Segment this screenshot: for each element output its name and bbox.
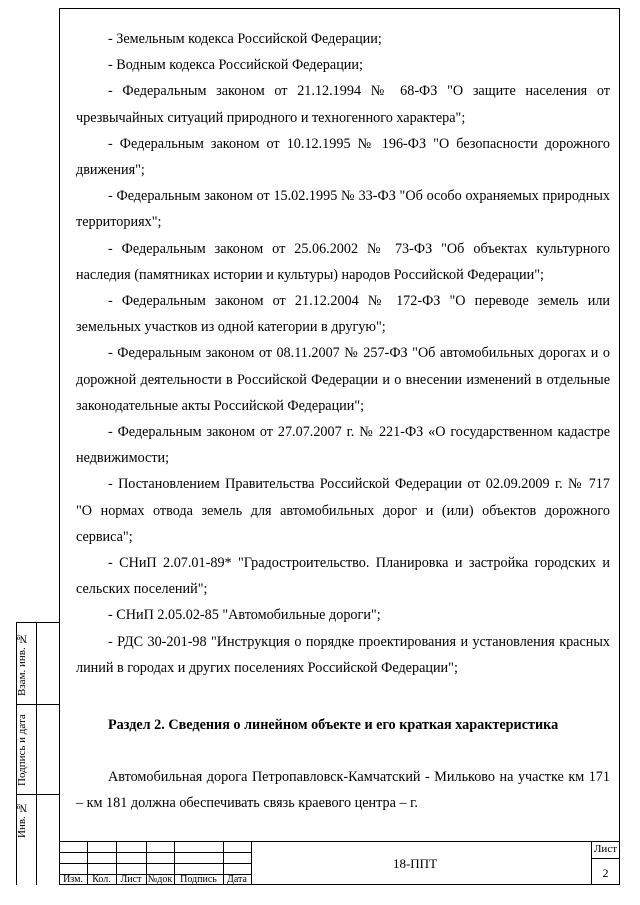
list-item: - РДС 30-201-98 "Инструкция о порядке проектирования и установления красных линий в городах и других поселениях Российской Федерации"; <box>76 633 610 676</box>
document-body <box>76 26 610 816</box>
list-item: - Федеральным законом от 27.07.2007 г. № 221-ФЗ «О государственном кадастре недвижимости; <box>76 424 610 467</box>
list-item: - Федеральным законом от 25.06.2002 № 73-ФЗ "Об объектах культурного наследия (памятниках истории и культуры) народов Российской Федерации"; <box>76 240 610 283</box>
list-item: - Федеральным законом от 21.12.1994 № 68-ФЗ "О защите населения от чрезвычайных ситуаций природного и техногенного характера"; <box>76 83 610 126</box>
title-block <box>59 841 620 885</box>
list-item: - Федеральным законом от 08.11.2007 № 257-ФЗ "Об автомобильных дорогах и о дорожной деятельности в Российской Федерации и о внесении изменений в отдельные законодательные акты Российской Федерации"; <box>76 345 610 414</box>
list-item: - СНиП 2.05.02-85 "Автомобильные дороги"; <box>108 607 381 624</box>
col-doc-no: №док <box>147 874 173 885</box>
col-sheet: Лист <box>120 874 142 885</box>
col-change: Изм. <box>63 874 83 885</box>
list-item: - Земельным кодекса Российской Федерации; <box>108 31 382 47</box>
sheet-label: Лист <box>593 843 618 855</box>
side-stamp <box>16 622 59 885</box>
signature-date-label: Подпись и дата <box>16 714 28 786</box>
replace-inv-label: Взам. инв. № <box>16 632 28 696</box>
list-item: - Водным кодекса Российской Федерации; <box>108 57 363 74</box>
list-item: - Федеральным законом от 10.12.1995 № 196-ФЗ "О безопасности дорожного движения"; <box>76 135 610 179</box>
section-title: Раздел 2. Сведения о линейном объекте и его краткая характеристика <box>108 717 559 734</box>
col-signature: Подпись <box>180 874 217 885</box>
sheet-number: 2 <box>602 866 609 880</box>
list-item: - Постановлением Правительства Российской Федерации от 02.09.2009 г. № 717 "О нормах отвода земель для автомобильных дорог и (или) объектов дорожного сервиса"; <box>76 476 610 545</box>
col-date: Дата <box>227 874 247 885</box>
document-code: 18-ППТ <box>392 856 438 871</box>
list-item: - Федеральным законом от 21.12.2004 № 172-ФЗ "О переводе земель или земельных участков из одной категории в другую"; <box>76 293 610 336</box>
col-count: Кол. <box>92 874 111 885</box>
body-paragraph: Автомобильная дорога Петропавловск-Камчатский - Мильково на участке км 171 – км 181 должна обеспечивать связь краевого центра – г. <box>76 769 610 812</box>
list-item: - СНиП 2.07.01-89* "Градостроительство. Планировка и застройка городских и сельских поселений"; <box>76 555 610 598</box>
list-item: - Федеральным законом от 15.02.1995 № 33-ФЗ "Об особо охраняемых природных территориях"; <box>76 188 610 231</box>
inv-no-label: Инв. № <box>16 801 28 839</box>
